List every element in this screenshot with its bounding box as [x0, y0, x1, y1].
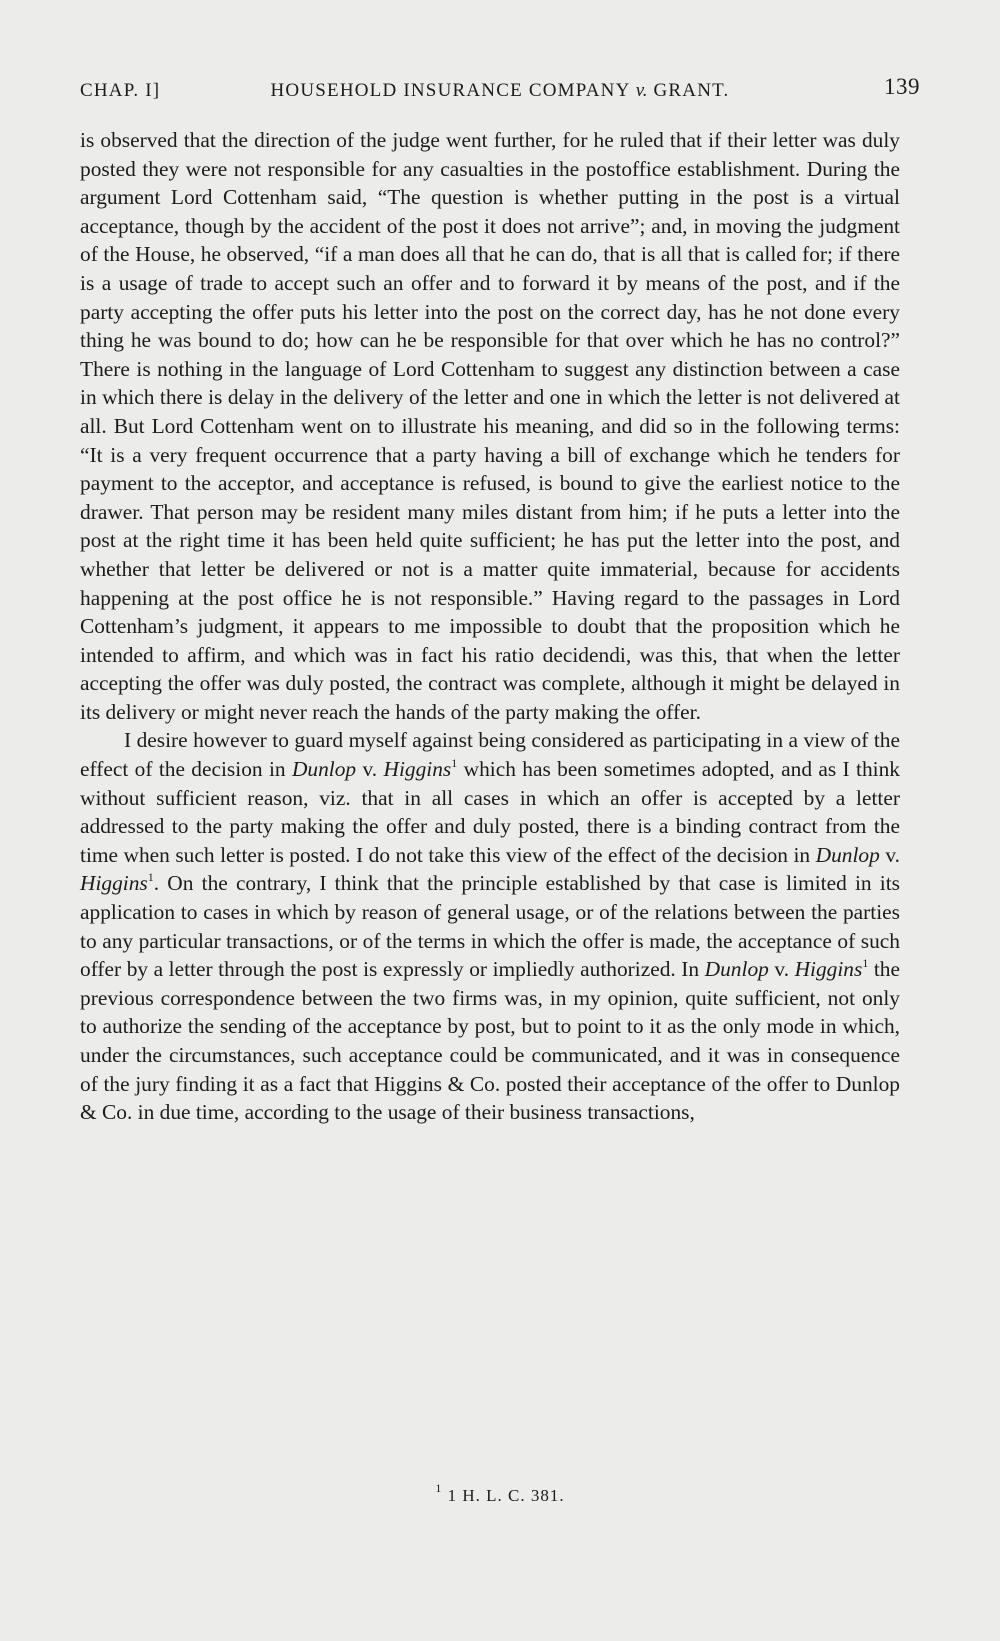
running-title-part1: HOUSEHOLD INSURANCE COMPANY [270, 80, 636, 101]
case-name: Higgins [794, 957, 863, 982]
case-name: Dunlop [815, 842, 880, 867]
running-title [80, 80, 920, 102]
running-title-versus: v. [635, 80, 648, 101]
footnote-ref: 1 [862, 956, 869, 971]
paragraph-2-text-1: I desire however to guard myself against being considered as participating in a view of the effect of the decision in [80, 728, 900, 782]
paragraph-2 [80, 726, 900, 1126]
paragraph-2-text-2: which has been sometimes adopted, and as I think without sufficient reason, viz. that in all cases in which an offer is accepted by a letter addressed to the party making the offer and duly posted, there is a binding contract from the time when such letter is posted. I do not take this view of the effect of the decision in [80, 757, 900, 867]
footnote-text: 1 H. L. C. 381. [442, 1486, 565, 1505]
footnote-marker: 1 [435, 1481, 443, 1495]
case-name: Higgins [383, 757, 452, 782]
paragraph-2-text-4: the previous correspondence between the two firms was, in my opinion, quite sufficient, not only to authorize the sending of the acceptance by post, but to point to it as the only mode in which, under the circumstances, such acceptance could be communicated, and it was in consequence of the jury finding it as a fact that Higgins & Co. posted their acceptance of the offer to Dunlop & Co. in due time, according to the usage of their business transactions, [80, 957, 900, 1125]
versus: v. [879, 842, 900, 867]
versus: v. [768, 957, 795, 982]
running-header [80, 72, 920, 112]
case-name: Higgins [80, 871, 148, 896]
running-title-part2: GRANT. [647, 80, 730, 101]
footnote [80, 1481, 920, 1506]
footnote-ref: 1 [147, 870, 154, 885]
case-name: Dunlop [291, 757, 357, 782]
paragraph-1: is observed that the direction of the judge went further, for he ruled that if their letter was duly posted they were not responsible for any casualties in the postoffice establishment. During the argument Lord Cottenham said, “The question is whether putting in the post is a virtual acceptance, though by the accident of the post it does not arrive”; and, in moving the judgment of the House, he observed, “if a man does all that he can do, that is all that is called for; if there is a usage of trade to accept such an offer and to forward it by means of the post, and if the party accepting the offer puts his letter into the post on the correct day, has he not done every thing he was bound to do; how can he be responsible for that over which he has no control?” There is nothing in the language of Lord Cottenham to suggest any distinction between a case in which there is delay in the delivery of the letter and one in which the letter is not delivered at all. But Lord Cottenham went on to illustrate his meaning, and did so in the following terms: “It is a very frequent occurrence that a party having a bill of exchange which he tenders for payment to the acceptor, and acceptance is refused, is bound to give the earliest notice to the drawer. That person may be resident many miles distant from him; if he puts a letter into the post at the right time it has been held quite sufficient; he has put the letter into the post, and whether that letter be delivered or not is a matter quite immaterial, because for accidents happening at the post office he is not responsible.” Having regard to the passages in Lord Cottenham’s judgment, it appears to me impossible to doubt that the proposition which he intended to affirm, and which was in fact his ratio decidendi, was this, that when the letter accepting the offer was duly posted, the contract was complete, although it might be delayed in its delivery or might never reach the hands of the party making the offer. [80, 128, 900, 724]
case-name: Dunlop [704, 957, 769, 982]
page-number: 139 [884, 74, 920, 99]
paragraph-2-text-3: . On the contrary, I think that the principle established by that case is limited in its application to cases in which by reason of general usage, or of the relations between the parties to any particular transactions, or of the terms in which the offer is made, the acceptance of such offer by a letter through the post is expressly or impliedly authorized. In [80, 871, 900, 982]
footnote-ref: 1 [451, 756, 458, 771]
versus: v. [356, 757, 384, 782]
chapter-label: CHAP. I] [80, 80, 161, 101]
main-text [80, 126, 900, 1127]
